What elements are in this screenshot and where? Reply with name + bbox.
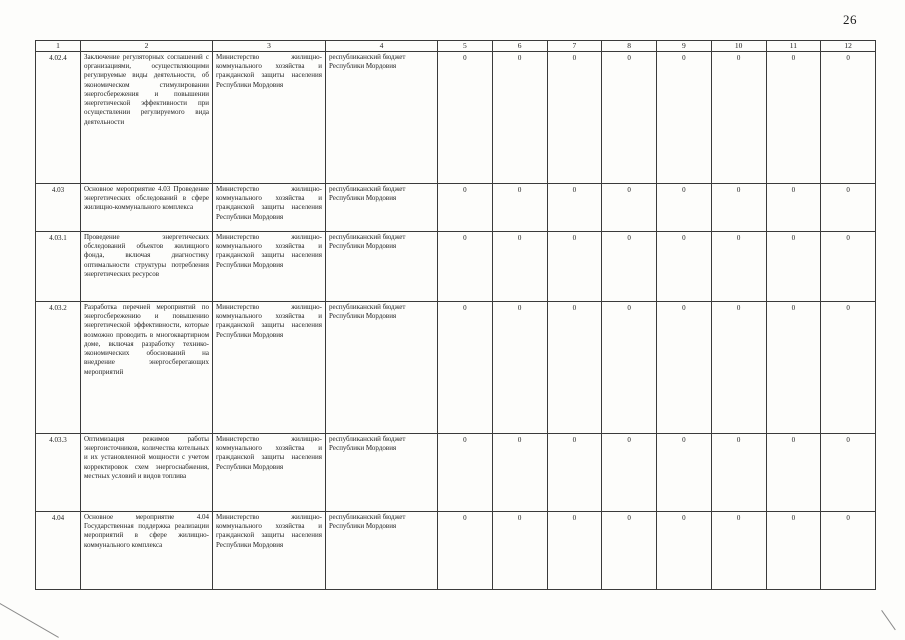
funding-source: республиканский бюджет Республики Мордовия — [326, 434, 438, 512]
value-cell: 0 — [492, 302, 547, 434]
table-row-4.04 — [36, 512, 876, 590]
executor: Министерство жилищно-коммунального хозяйства и гражданской защиты населения Республики Мордовия — [213, 512, 326, 590]
measure-name: Разработка перечней мероприятий по энергосбережению и повышению энергетической эффективности, которые возможно проводить в многоквартирном доме, включая разработку технико-экономических обоснований на внедрение энергосберегающих мероприятий — [81, 302, 213, 434]
measure-name: Заключение регуляторных соглашений с организациями, осуществляющими регулируемые виды деятельности, об экономическом стимулировании энергосбережения и повышении энергетической эффективности при осуществлении регулируемого вида деятельности — [81, 52, 213, 184]
value-cell: 0 — [766, 434, 821, 512]
value-cell: 0 — [547, 512, 602, 590]
value-cell: 0 — [766, 232, 821, 302]
value-cell: 0 — [711, 512, 766, 590]
column-header-9: 9 — [657, 41, 712, 52]
value-cell: 0 — [821, 512, 876, 590]
value-cell: 0 — [602, 184, 657, 232]
value-cell: 0 — [438, 302, 493, 434]
value-cell: 0 — [438, 184, 493, 232]
value-cell: 0 — [602, 232, 657, 302]
value-cell: 0 — [602, 512, 657, 590]
value-cell: 0 — [766, 512, 821, 590]
table-row-4.03.3 — [36, 434, 876, 512]
value-cell: 0 — [711, 302, 766, 434]
value-cell: 0 — [547, 302, 602, 434]
value-cell: 0 — [766, 52, 821, 184]
value-cell: 0 — [438, 512, 493, 590]
executor: Министерство жилищно-коммунального хозяйства и гражданской защиты населения Республики Мордовия — [213, 302, 326, 434]
value-cell: 0 — [492, 184, 547, 232]
column-header-8: 8 — [602, 41, 657, 52]
column-header-3: 3 — [213, 41, 326, 52]
value-cell: 0 — [492, 52, 547, 184]
value-cell: 0 — [438, 434, 493, 512]
scan-artifact-line-left — [0, 603, 59, 638]
value-cell: 0 — [821, 184, 876, 232]
column-header-4: 4 — [326, 41, 438, 52]
value-cell: 0 — [602, 52, 657, 184]
value-cell: 0 — [657, 232, 712, 302]
column-header-12: 12 — [821, 41, 876, 52]
value-cell: 0 — [657, 434, 712, 512]
funding-source: республиканский бюджет Республики Мордовия — [326, 302, 438, 434]
value-cell: 0 — [711, 434, 766, 512]
value-cell: 0 — [438, 52, 493, 184]
value-cell: 0 — [657, 302, 712, 434]
value-cell: 0 — [821, 302, 876, 434]
column-header-7: 7 — [547, 41, 602, 52]
column-header-6: 6 — [492, 41, 547, 52]
row-number: 4.03.2 — [36, 302, 81, 434]
row-number: 4.04 — [36, 512, 81, 590]
table-header-row — [36, 41, 876, 52]
program-measures-table — [35, 40, 876, 590]
value-cell: 0 — [438, 232, 493, 302]
scan-artifact-line-right — [881, 610, 896, 630]
value-cell: 0 — [547, 184, 602, 232]
executor: Министерство жилищно-коммунального хозяйства и гражданской защиты населения Республики Мордовия — [213, 434, 326, 512]
funding-source: республиканский бюджет Республики Мордовия — [326, 52, 438, 184]
value-cell: 0 — [547, 434, 602, 512]
value-cell: 0 — [711, 52, 766, 184]
value-cell: 0 — [547, 232, 602, 302]
column-header-2: 2 — [81, 41, 213, 52]
row-number: 4.02.4 — [36, 52, 81, 184]
value-cell: 0 — [547, 52, 602, 184]
value-cell: 0 — [602, 302, 657, 434]
value-cell: 0 — [821, 52, 876, 184]
measure-name: Проведение энергетических обследований объектов жилищного фонда, включая диагностику оптимальности структуры потребления энергетических ресурсов — [81, 232, 213, 302]
table-row-4.02.4 — [36, 52, 876, 184]
column-header-10: 10 — [711, 41, 766, 52]
page-number: 26 — [843, 12, 857, 27]
value-cell: 0 — [766, 302, 821, 434]
value-cell: 0 — [711, 232, 766, 302]
funding-source: республиканский бюджет Республики Мордовия — [326, 512, 438, 590]
value-cell: 0 — [766, 184, 821, 232]
table-row-4.03 — [36, 184, 876, 232]
funding-source: республиканский бюджет Республики Мордовия — [326, 184, 438, 232]
value-cell: 0 — [492, 512, 547, 590]
value-cell: 0 — [492, 434, 547, 512]
funding-source: республиканский бюджет Республики Мордовия — [326, 232, 438, 302]
row-number: 4.03.1 — [36, 232, 81, 302]
value-cell: 0 — [821, 434, 876, 512]
value-cell: 0 — [492, 232, 547, 302]
measure-name: Оптимизация режимов работы энергоисточников, количества котельных и их установленной мощности с учетом корректировок схем энергоснабжения, местных условий и видов топлива — [81, 434, 213, 512]
column-header-5: 5 — [438, 41, 493, 52]
executor: Министерство жилищно-коммунального хозяйства и гражданской защиты населения Республики Мордовия — [213, 184, 326, 232]
value-cell: 0 — [821, 232, 876, 302]
row-number: 4.03.3 — [36, 434, 81, 512]
value-cell: 0 — [602, 434, 657, 512]
measure-name: Основное мероприятие 4.04 Государственная поддержка реализации мероприятий в сфере жилищно-коммунального комплекса — [81, 512, 213, 590]
executor: Министерство жилищно-коммунального хозяйства и гражданской защиты населения Республики Мордовия — [213, 52, 326, 184]
value-cell: 0 — [657, 184, 712, 232]
row-number: 4.03 — [36, 184, 81, 232]
table-row-4.03.1 — [36, 232, 876, 302]
value-cell: 0 — [657, 512, 712, 590]
value-cell: 0 — [657, 52, 712, 184]
column-header-1: 1 — [36, 41, 81, 52]
column-header-11: 11 — [766, 41, 821, 52]
executor: Министерство жилищно-коммунального хозяйства и гражданской защиты населения Республики Мордовия — [213, 232, 326, 302]
measure-name: Основное мероприятие 4.03 Проведение энергетических обследований в сфере жилищно-коммунального комплекса — [81, 184, 213, 232]
value-cell: 0 — [711, 184, 766, 232]
table-row-4.03.2 — [36, 302, 876, 434]
